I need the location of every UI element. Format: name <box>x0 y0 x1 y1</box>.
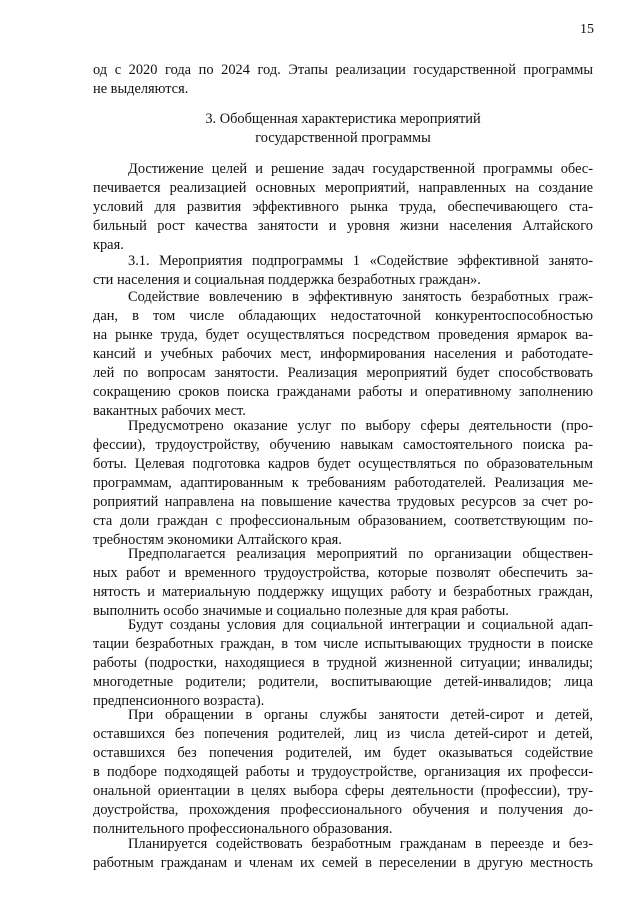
paragraph <box>93 706 593 839</box>
page-number: 15 <box>580 22 594 37</box>
text-line: края. <box>93 237 124 253</box>
text-line: роприятий направлена на повышение качества трудовых ресурсов за счет ро- <box>93 494 593 510</box>
text-line: предпенсионного возраста). <box>93 693 265 709</box>
text-line: Предусмотрено оказание услуг по выбору сферы деятельности (про- <box>128 418 593 434</box>
text-line: на рынке труда, будет осуществляться посредством проведения ярмарок ва- <box>93 327 593 343</box>
text-line: тации безработных граждан, в том числе испытывающих трудности в поиске <box>93 636 593 652</box>
text-line: При обращении в органы службы занятости детей-сирот и детей, <box>128 707 593 723</box>
heading-line: государственной программы <box>255 130 431 146</box>
text-line: Предполагается реализация мероприятий по организации обществен- <box>128 546 593 562</box>
text-line: Будут созданы условия для социальной интеграции и социальной адап- <box>128 617 593 633</box>
text-line: доустройства, прохождения профессионального обучения и получения до- <box>93 802 593 818</box>
text-line: од с 2020 года по 2024 год. Этапы реализации государственной программы <box>93 62 593 78</box>
text-line: лей по вопросам занятости. Реализация мероприятий будет способствовать <box>93 365 593 381</box>
text-line: Планируется содействовать безработным гражданам в переезде и без- <box>128 836 593 852</box>
text-line: работным гражданам и членам их семей в переселении в другую местность <box>93 855 593 871</box>
text-line: полнительного профессионального образования. <box>93 821 393 837</box>
text-line: бильный рост качества занятости и уровня жизни населения Алтайского <box>93 218 593 234</box>
paragraph <box>93 252 593 290</box>
text-line: 3.1. Мероприятия подпрограммы 1 «Содействие эффективной занято- <box>128 253 593 269</box>
text-line: в подборе подходящей работы и трудоустройстве, организация их професси- <box>93 764 593 780</box>
section-heading <box>93 110 593 148</box>
text-line: оставшихся без попечения родителей, им будет оказываться содействие <box>93 745 593 761</box>
text-line: сокращению сроков поиска гражданами работы и оперативному заполнению <box>93 384 593 400</box>
text-line: ных работ и временного трудоустройства, которые позволят обеспечить за- <box>93 565 593 581</box>
text-line: оставшихся без попечения родителей, лиц из числа детей-сирот и детей, <box>93 726 593 742</box>
text-line: программам, адаптированным к требованиям работодателей. Реализация ме- <box>93 475 593 491</box>
text-line: Достижение целей и решение задач государственной программы обес- <box>128 161 593 177</box>
text-line: сти населения и социальная поддержка безработных граждан». <box>93 272 481 288</box>
paragraph <box>93 835 593 873</box>
paragraph <box>93 545 593 621</box>
text-line: требностям экономики Алтайского края. <box>93 532 342 548</box>
text-line: ональной ориентации в целях выбора сферы деятельности (профессии), тру- <box>93 783 593 799</box>
intro-paragraph <box>93 61 593 99</box>
text-line: печивается реализацией основных мероприятий, направленных на создание <box>93 180 593 196</box>
text-line: нятость и материальную поддержку ищущих работу и безработных граждан, <box>93 584 593 600</box>
paragraph <box>93 616 593 711</box>
text-line: вакантных рабочих мест. <box>93 403 246 419</box>
text-line: выполнить особо значимые и социально полезные для края работы. <box>93 603 509 619</box>
text-line: работы (подростки, находящиеся в трудной жизненной ситуации; инвалиды; <box>93 655 593 671</box>
text-line: не выделяются. <box>93 81 189 97</box>
text-line: условий для развития эффективного рынка труда, обеспечивающего ста- <box>93 199 593 215</box>
text-line: Содействие вовлечению в эффективную занятость безработных граж- <box>128 289 593 305</box>
paragraph <box>93 160 593 255</box>
text-line: ста доли граждан с профессиональным образованием, соответствующим по- <box>93 513 593 529</box>
text-line: боты. Целевая подготовка кадров будет осуществляться по образовательным <box>93 456 593 472</box>
paragraph <box>93 288 593 421</box>
text-line: кансий и учебных рабочих мест, информирования населения и работодате- <box>93 346 593 362</box>
heading-line: 3. Обобщенная характеристика мероприятий <box>205 111 481 127</box>
text-line: дан, в том числе обладающих недостаточной конкурентоспособностью <box>93 308 593 324</box>
text-line: фессии), трудоустройству, обучению навыкам самостоятельного поиска ра- <box>93 437 593 453</box>
text-line: многодетные родители; родители, воспитывающие детей-инвалидов; лица <box>93 674 593 690</box>
paragraph <box>93 417 593 550</box>
